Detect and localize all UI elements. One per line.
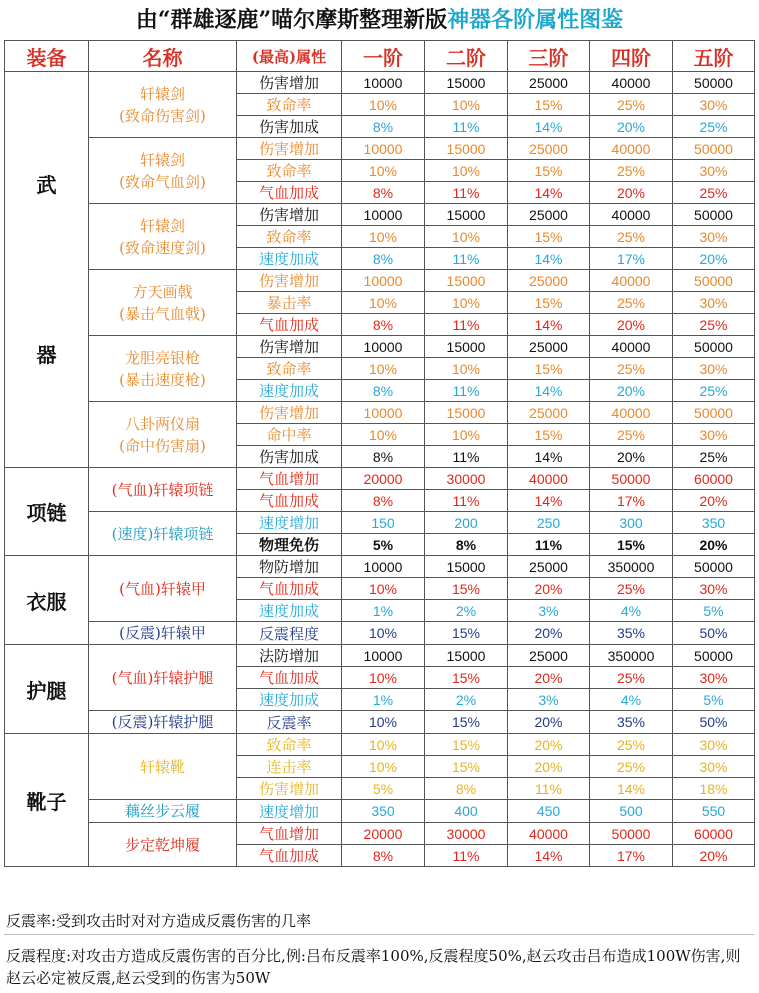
tier-1-value: 10000: [342, 270, 425, 292]
item-name-l2: (反震)轩辕护腿: [89, 711, 237, 734]
tier-3-value: 25000: [508, 556, 590, 578]
tier-5-value: 50000: [673, 336, 755, 358]
tier-2-value: 30000: [425, 823, 508, 845]
header-row: [5, 41, 755, 72]
attr-cell: 致命率: [237, 226, 342, 248]
tier-2-value: 15000: [425, 556, 508, 578]
header-tier-5: 五阶: [673, 41, 755, 72]
table-row: [5, 800, 755, 823]
tier-2-value: 15%: [425, 622, 508, 645]
tier-5-value: 30%: [673, 734, 755, 756]
item-name-line1: 龙胆亮银枪: [124, 348, 200, 367]
table-row: [5, 645, 755, 667]
attr-cell: 伤害增加: [237, 336, 342, 358]
tier-2-value: 15%: [425, 711, 508, 734]
tier-1-value: 1%: [342, 689, 425, 711]
tier-4-value: 25%: [590, 94, 673, 116]
attr-cell: 伤害增加: [237, 72, 342, 94]
attr-cell: 气血加成: [237, 490, 342, 512]
tier-1-value: 10%: [342, 622, 425, 645]
attr-cell: 伤害增加: [237, 204, 342, 226]
tier-3-value: 25000: [508, 72, 590, 94]
attr-cell: 伤害增加: [237, 778, 342, 800]
tier-1-value: 20000: [342, 468, 425, 490]
tier-4-value: 40000: [590, 138, 673, 160]
note-rebound-rate: 反震率:受到攻击时对对方造成反震伤害的几率: [4, 908, 754, 935]
item-name-w4: [89, 270, 237, 336]
item-name-line2: (暴击气血戟): [119, 304, 206, 323]
attr-cell: 速度加成: [237, 600, 342, 622]
tier-2-value: 15%: [425, 756, 508, 778]
attr-cell: 气血加成: [237, 845, 342, 867]
tier-2-value: 11%: [425, 490, 508, 512]
item-name-n1: (气血)轩辕项链: [89, 468, 237, 512]
tier-5-value: 20%: [673, 845, 755, 867]
tier-5-value: 18%: [673, 778, 755, 800]
attr-cell: 暴击率: [237, 292, 342, 314]
tier-4-value: 4%: [590, 689, 673, 711]
tier-3-value: 15%: [508, 160, 590, 182]
attr-cell: 命中率: [237, 424, 342, 446]
notes: [4, 908, 754, 989]
table-row: [5, 468, 755, 490]
tier-2-value: 10%: [425, 292, 508, 314]
tier-1-value: 10%: [342, 711, 425, 734]
tier-1-value: 10%: [342, 226, 425, 248]
tier-4-value: 35%: [590, 622, 673, 645]
attr-cell: 致命率: [237, 94, 342, 116]
tier-5-value: 5%: [673, 600, 755, 622]
tier-2-value: 10%: [425, 94, 508, 116]
item-name-w2: [89, 138, 237, 204]
tier-1-value: 8%: [342, 380, 425, 402]
tier-5-value: 50%: [673, 711, 755, 734]
tier-4-value: 15%: [590, 534, 673, 556]
tier-2-value: 10%: [425, 424, 508, 446]
tier-4-value: 25%: [590, 160, 673, 182]
tier-2-value: 11%: [425, 380, 508, 402]
tier-1-value: 10000: [342, 645, 425, 667]
table-row: [5, 138, 755, 160]
category-weapon-top: 武: [36, 172, 57, 197]
tier-3-value: 14%: [508, 845, 590, 867]
tier-4-value: 20%: [590, 314, 673, 336]
tier-4-value: 25%: [590, 358, 673, 380]
attr-cell: 气血加成: [237, 578, 342, 600]
tier-4-value: 25%: [590, 734, 673, 756]
tier-2-value: 15000: [425, 72, 508, 94]
tier-4-value: 20%: [590, 116, 673, 138]
attr-cell: 反震程度: [237, 622, 342, 645]
tier-5-value: 30%: [673, 667, 755, 689]
table-row: [5, 72, 755, 94]
tier-4-value: 35%: [590, 711, 673, 734]
table-row: [5, 512, 755, 534]
attr-cell: 气血增加: [237, 823, 342, 845]
tier-5-value: 30%: [673, 424, 755, 446]
tier-3-value: 15%: [508, 292, 590, 314]
tier-4-value: 300: [590, 512, 673, 534]
tier-2-value: 10%: [425, 160, 508, 182]
tier-3-value: 14%: [508, 116, 590, 138]
tier-1-value: 20000: [342, 823, 425, 845]
tier-2-value: 11%: [425, 446, 508, 468]
tier-1-value: 8%: [342, 248, 425, 270]
tier-2-value: 10%: [425, 226, 508, 248]
item-name-w5: [89, 336, 237, 402]
tier-3-value: 40000: [508, 468, 590, 490]
tier-5-value: 25%: [673, 314, 755, 336]
tier-3-value: 15%: [508, 424, 590, 446]
tier-2-value: 30000: [425, 468, 508, 490]
item-name-b1: 轩辕靴: [89, 734, 237, 800]
tier-3-value: 3%: [508, 689, 590, 711]
attr-cell: 伤害加成: [237, 446, 342, 468]
page-title: [0, 0, 759, 40]
tier-3-value: 450: [508, 800, 590, 823]
tier-1-value: 5%: [342, 778, 425, 800]
tier-4-value: 25%: [590, 756, 673, 778]
attr-cell: 反震率: [237, 711, 342, 734]
tier-2-value: 11%: [425, 248, 508, 270]
tier-5-value: 30%: [673, 358, 755, 380]
tier-1-value: 350: [342, 800, 425, 823]
header-tier-3: 三阶: [508, 41, 590, 72]
item-name-line2: (暴击速度枪): [119, 370, 206, 389]
tier-5-value: 60000: [673, 468, 755, 490]
attr-cell: 致命率: [237, 734, 342, 756]
attr-cell: 气血增加: [237, 468, 342, 490]
tier-5-value: 5%: [673, 689, 755, 711]
tier-3-value: 20%: [508, 578, 590, 600]
tier-4-value: 40000: [590, 336, 673, 358]
tier-1-value: 8%: [342, 490, 425, 512]
category-clothes: 衣服: [5, 556, 89, 645]
tier-3-value: 14%: [508, 380, 590, 402]
item-name-c1: (气血)轩辕甲: [89, 556, 237, 622]
item-name-l1: (气血)轩辕护腿: [89, 645, 237, 711]
attr-cell: 伤害增加: [237, 138, 342, 160]
tier-3-value: 250: [508, 512, 590, 534]
category-boots: 靴子: [5, 734, 89, 867]
attr-cell: 致命率: [237, 160, 342, 182]
tier-2-value: 15%: [425, 734, 508, 756]
tier-3-value: 25000: [508, 645, 590, 667]
tier-4-value: 25%: [590, 578, 673, 600]
item-name-b2: 藕丝步云履: [89, 800, 237, 823]
title-highlight: 神器各阶属性图鉴: [447, 7, 624, 33]
tier-3-value: 14%: [508, 446, 590, 468]
tier-1-value: 10000: [342, 138, 425, 160]
tier-3-value: 11%: [508, 778, 590, 800]
tier-2-value: 15000: [425, 138, 508, 160]
item-name-w6: [89, 402, 237, 468]
attr-cell: 物理免伤: [237, 534, 342, 556]
tier-4-value: 500: [590, 800, 673, 823]
item-name-c2: (反震)轩辕甲: [89, 622, 237, 645]
tier-2-value: 15%: [425, 578, 508, 600]
tier-1-value: 1%: [342, 600, 425, 622]
tier-4-value: 20%: [590, 182, 673, 204]
tier-5-value: 50000: [673, 270, 755, 292]
tier-3-value: 20%: [508, 711, 590, 734]
item-name-line2: (致命速度剑): [119, 238, 206, 257]
table-row: [5, 711, 755, 734]
attr-cell: 伤害加成: [237, 116, 342, 138]
table-row: [5, 734, 755, 756]
attr-cell: 气血加成: [237, 182, 342, 204]
item-name-w3: [89, 204, 237, 270]
tier-2-value: 15000: [425, 336, 508, 358]
tier-5-value: 25%: [673, 446, 755, 468]
tier-1-value: 10%: [342, 424, 425, 446]
tier-3-value: 25000: [508, 402, 590, 424]
tier-1-value: 8%: [342, 446, 425, 468]
tier-3-value: 14%: [508, 248, 590, 270]
tier-3-value: 20%: [508, 667, 590, 689]
tier-3-value: 25000: [508, 138, 590, 160]
header-tier-4: 四阶: [590, 41, 673, 72]
tier-5-value: 25%: [673, 182, 755, 204]
attr-cell: 速度增加: [237, 512, 342, 534]
tier-2-value: 15000: [425, 204, 508, 226]
tier-3-value: 14%: [508, 490, 590, 512]
table-row: [5, 336, 755, 358]
header-equip: 装备: [5, 41, 89, 72]
tier-1-value: 10%: [342, 667, 425, 689]
tier-1-value: 10%: [342, 160, 425, 182]
tier-2-value: 8%: [425, 778, 508, 800]
tier-1-value: 5%: [342, 534, 425, 556]
item-name-line2: (致命气血剑): [119, 172, 206, 191]
tier-4-value: 20%: [590, 380, 673, 402]
attr-cell: 速度加成: [237, 380, 342, 402]
tier-1-value: 10%: [342, 292, 425, 314]
attr-cell: 伤害增加: [237, 402, 342, 424]
tier-1-value: 10000: [342, 336, 425, 358]
category-weapon-bottom: 器: [36, 342, 57, 367]
item-name-line1: 轩辕剑: [139, 216, 185, 235]
table-row: [5, 823, 755, 845]
tier-3-value: 15%: [508, 358, 590, 380]
tier-1-value: 8%: [342, 182, 425, 204]
tier-2-value: 15000: [425, 270, 508, 292]
tier-4-value: 25%: [590, 226, 673, 248]
tier-3-value: 14%: [508, 314, 590, 336]
tier-1-value: 8%: [342, 116, 425, 138]
tier-1-value: 150: [342, 512, 425, 534]
tier-5-value: 30%: [673, 756, 755, 778]
item-name-line1: 轩辕剑: [139, 150, 185, 169]
table-row: [5, 622, 755, 645]
tier-5-value: 50000: [673, 138, 755, 160]
tier-5-value: 50000: [673, 72, 755, 94]
tier-5-value: 50000: [673, 204, 755, 226]
header-tier-1: 一阶: [342, 41, 425, 72]
tier-1-value: 10000: [342, 402, 425, 424]
title-prefix: 由“群雄逐鹿”喵尔摩斯整理新版: [135, 7, 448, 33]
tier-4-value: 25%: [590, 424, 673, 446]
tier-2-value: 10%: [425, 358, 508, 380]
table-row: [5, 270, 755, 292]
category-leggings: 护腿: [5, 645, 89, 734]
tier-2-value: 11%: [425, 182, 508, 204]
attr-cell: 连击率: [237, 756, 342, 778]
tier-5-value: 350: [673, 512, 755, 534]
attr-cell: 法防增加: [237, 645, 342, 667]
tier-3-value: 20%: [508, 756, 590, 778]
tier-3-value: 3%: [508, 600, 590, 622]
tier-1-value: 10%: [342, 756, 425, 778]
tier-3-value: 20%: [508, 622, 590, 645]
tier-5-value: 50000: [673, 402, 755, 424]
tier-1-value: 10%: [342, 734, 425, 756]
item-name-line1: 轩辕剑: [139, 84, 185, 103]
tier-5-value: 20%: [673, 534, 755, 556]
attr-cell: 速度加成: [237, 689, 342, 711]
tier-4-value: 50000: [590, 823, 673, 845]
category-weapon: [5, 72, 89, 468]
tier-1-value: 8%: [342, 314, 425, 336]
tier-3-value: 25000: [508, 270, 590, 292]
header-attr: (最高)属性: [237, 41, 342, 72]
tier-1-value: 10%: [342, 578, 425, 600]
tier-4-value: 17%: [590, 845, 673, 867]
tier-4-value: 40000: [590, 402, 673, 424]
tier-4-value: 25%: [590, 667, 673, 689]
tier-2-value: 15%: [425, 667, 508, 689]
attr-cell: 致命率: [237, 358, 342, 380]
note-rebound-degree: 反震程度:对攻击方造成反震伤害的百分比,例:吕布反震率100%,反震程度50%,赵云攻击吕布造成100W伤害,则赵云必定被反震,赵云受到的伤害为50W: [6, 947, 741, 987]
tier-5-value: 20%: [673, 490, 755, 512]
tier-3-value: 25000: [508, 204, 590, 226]
category-necklace: 项链: [5, 468, 89, 556]
tier-5-value: 60000: [673, 823, 755, 845]
tier-5-value: 30%: [673, 578, 755, 600]
item-name-line1: 八卦两仪扇: [124, 414, 200, 433]
tier-4-value: 25%: [590, 292, 673, 314]
tier-2-value: 2%: [425, 689, 508, 711]
attr-cell: 气血加成: [237, 314, 342, 336]
attr-cell: 速度增加: [237, 800, 342, 823]
artifact-table: [4, 40, 755, 867]
attr-cell: 物防增加: [237, 556, 342, 578]
item-name-line1: 方天画戟: [132, 282, 193, 301]
tier-2-value: 8%: [425, 534, 508, 556]
tier-5-value: 50000: [673, 645, 755, 667]
tier-5-value: 30%: [673, 160, 755, 182]
item-name-n2: (速度)轩辕项链: [89, 512, 237, 556]
tier-3-value: 15%: [508, 226, 590, 248]
header-tier-2: 二阶: [425, 41, 508, 72]
tier-4-value: 17%: [590, 490, 673, 512]
table-row: [5, 556, 755, 578]
tier-5-value: 30%: [673, 226, 755, 248]
item-name-line2: (命中伤害扇): [119, 436, 206, 455]
attr-cell: 气血加成: [237, 667, 342, 689]
tier-2-value: 11%: [425, 845, 508, 867]
tier-1-value: 10%: [342, 94, 425, 116]
item-name-b3: 步定乾坤履: [89, 823, 237, 867]
tier-4-value: 50000: [590, 468, 673, 490]
tier-4-value: 350000: [590, 645, 673, 667]
tier-2-value: 400: [425, 800, 508, 823]
tier-4-value: 20%: [590, 446, 673, 468]
header-name: 名称: [89, 41, 237, 72]
tier-1-value: 10000: [342, 72, 425, 94]
attr-cell: 伤害增加: [237, 270, 342, 292]
table-row: [5, 402, 755, 424]
tier-1-value: 8%: [342, 845, 425, 867]
tier-1-value: 10%: [342, 358, 425, 380]
tier-5-value: 30%: [673, 94, 755, 116]
attr-cell: 速度加成: [237, 248, 342, 270]
tier-1-value: 10000: [342, 204, 425, 226]
tier-5-value: 25%: [673, 380, 755, 402]
tier-3-value: 20%: [508, 734, 590, 756]
tier-1-value: 10000: [342, 556, 425, 578]
item-name-line2: (致命伤害剑): [119, 106, 206, 125]
tier-5-value: 50000: [673, 556, 755, 578]
tier-2-value: 2%: [425, 600, 508, 622]
tier-2-value: 15000: [425, 645, 508, 667]
tier-2-value: 11%: [425, 116, 508, 138]
tier-5-value: 30%: [673, 292, 755, 314]
tier-5-value: 50%: [673, 622, 755, 645]
tier-5-value: 25%: [673, 116, 755, 138]
tier-4-value: 14%: [590, 778, 673, 800]
item-name-w1: [89, 72, 237, 138]
tier-4-value: 40000: [590, 204, 673, 226]
tier-4-value: 350000: [590, 556, 673, 578]
tier-3-value: 15%: [508, 94, 590, 116]
tier-4-value: 40000: [590, 270, 673, 292]
tier-2-value: 11%: [425, 314, 508, 336]
tier-3-value: 40000: [508, 823, 590, 845]
tier-2-value: 15000: [425, 402, 508, 424]
tier-2-value: 200: [425, 512, 508, 534]
tier-4-value: 17%: [590, 248, 673, 270]
tier-3-value: 14%: [508, 182, 590, 204]
table-row: [5, 204, 755, 226]
tier-4-value: 40000: [590, 72, 673, 94]
tier-3-value: 25000: [508, 336, 590, 358]
tier-5-value: 20%: [673, 248, 755, 270]
tier-3-value: 11%: [508, 534, 590, 556]
tier-4-value: 4%: [590, 600, 673, 622]
tier-5-value: 550: [673, 800, 755, 823]
